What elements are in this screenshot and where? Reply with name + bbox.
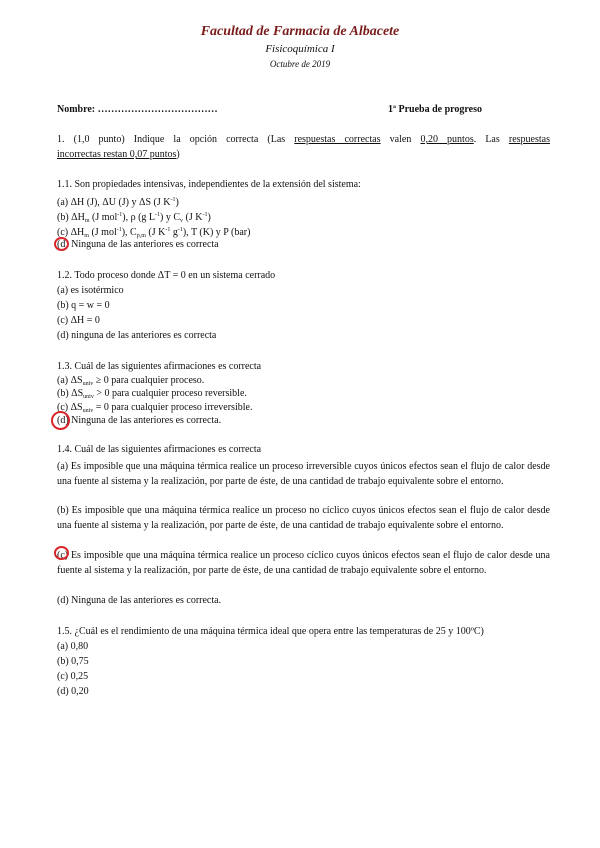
instructions-line-1: 1. (1,0 punto) Indique la opción correcta (Las respuestas correctas valen 0,20 puntos. Las respuestas xyxy=(57,134,550,145)
q5-option-b: (b) 0,75 xyxy=(57,656,89,667)
q3-option-c: (c) $\Delta S_{univ} = 0$ para cualquier proceso irreversible. xyxy=(57,402,253,414)
exam-date: Octubre de 2019 xyxy=(269,59,331,69)
answer-mark-circle xyxy=(51,411,70,430)
q4-option-c: (c) Es imposible que una máquina térmica realice un proceso cíclico cuyos únicos efectos sean el flujo de calor desde una fuente al sistema y la realización, por parte de éste, de una cantidad de trabajo equivalente sobre el entorno. xyxy=(57,550,550,576)
q3-option-a: (a) $\Delta S_{univ} \ge 0$ para cualquier proceso. xyxy=(57,375,205,387)
q2-stem: 1.2. Todo proceso donde ΔT = 0 en un sistema cerrado xyxy=(57,270,276,281)
q4-option-a: (a) Es imposible que una máquina térmica realice un proceso irreversible cuyos únicos efectos sean el flujo de calor desde una fuente al sistema y la realización, por parte de éste, de una cantidad de trabajo equivalente sobre el entorno. xyxy=(57,461,550,487)
q4-stem: 1.4. Cuál de las siguientes afirmaciones es correcta xyxy=(57,444,262,455)
q4-option-b: (b) Es imposible que una máquina térmica realice un proceso no cíclico cuyos únicos efectos sean el flujo de calor desde una fuente al sistema y la realización, por parte de éste, de una cantidad de trabajo equivalente sobre el entorno. xyxy=(57,505,550,531)
q3-option-b: (b) $\Delta S_{univ} > 0$ para cualquier proceso reversible. xyxy=(57,388,247,400)
test-label: 1ª Prueba de progreso xyxy=(388,104,483,115)
q1-option-c: (c) $\Delta H_m$ (J mol$^{-1}$), $C_{p,m}$ (J $K^{-1}$ $g^{-1}$), T (K) y P (bar) xyxy=(57,227,251,239)
q5-option-c: (c) 0,25 xyxy=(57,671,89,682)
q1-option-b: (b) $\Delta H_m$ (J mol$^{-1}$), ρ (g $L^{-1}$) y $C_v$ (J $K^{-1}$) xyxy=(57,212,211,224)
q1-stem: 1.1. Son propiedades intensivas, independientes de la extensión del sistema: xyxy=(57,179,361,190)
answer-mark-circle xyxy=(54,237,69,251)
instructions-line-2: incorrectas restan 0,07 puntos) xyxy=(57,149,180,160)
q5-option-a: (a) 0,80 xyxy=(57,641,89,652)
answer-mark-circle xyxy=(54,546,69,560)
q3-option-d: (d) Ninguna de las anteriores es correcta. xyxy=(57,415,222,426)
q2-option-d: (d) ninguna de las anteriores es correcta xyxy=(57,330,217,341)
q2-option-b: (b) q = w = 0 xyxy=(57,300,110,311)
q5-stem: 1.5. ¿Cuál es el rendimiento de una máquina térmica ideal que opera entre las temperaturas de 25 y 100ºC) xyxy=(57,626,484,637)
q1-option-a: (a) ΔH (J), ΔU (J) y ΔS (J $K^{-1}$) xyxy=(57,197,179,208)
name-field-label: Nombre: ……………………………… xyxy=(57,104,218,115)
q3-stem: 1.3. Cuál de las siguientes afirmaciones es correcta xyxy=(57,361,262,372)
q2-option-c: (c) ΔH = 0 xyxy=(57,315,100,326)
q4-option-d: (d) Ninguna de las anteriores es correcta. xyxy=(57,595,222,606)
subject-title: Fisicoquímica I xyxy=(265,43,335,55)
document-title: Facultad de Farmacia de Albacete xyxy=(200,24,400,39)
q2-option-a: (a) es isotérmico xyxy=(57,285,124,296)
q1-option-d: (d) Ninguna de las anteriores es correcta xyxy=(57,239,219,250)
q5-option-d: (d) 0,20 xyxy=(57,686,89,697)
